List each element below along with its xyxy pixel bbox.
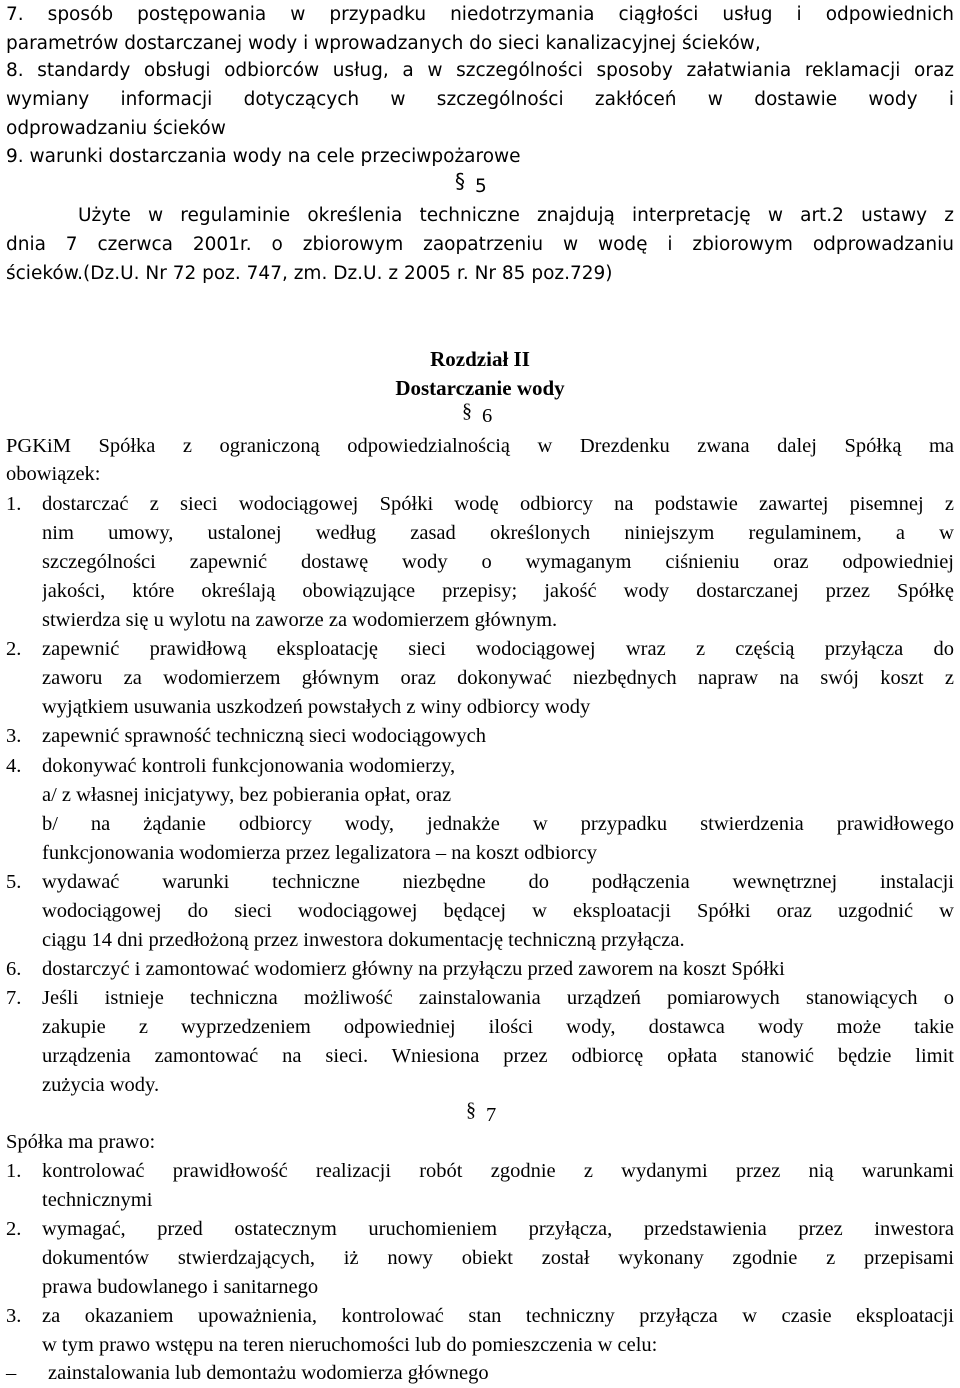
section-6-item-5-line: ciągu 14 dni przedłożoną przez inwestora dokumentację techniczną przyłącza.	[42, 929, 685, 951]
section-number: 7	[486, 1104, 497, 1126]
section-6-item-1-line: szczególności zapewnić dostawę wody o wymaganym ciśnieniu oraz odpowiedniej	[42, 551, 954, 573]
section-7-intro: Spółka ma prawo:	[6, 1131, 156, 1153]
section-6-item-5-line: wodociągowej do sieci wodociągowej będącej w eksploatacji Spółki oraz uzgodnić w	[42, 900, 954, 922]
list-number: 4.	[6, 755, 22, 777]
list-number: 3.	[6, 1305, 22, 1327]
top-list-item-8-line-1: 8. standardy obsługi odbiorców usług, a w szczególności sposoby załatwiania reklamacji oraz	[6, 60, 954, 81]
section-7-dash-item: zainstalowania lub demontażu wodomierza głównego	[48, 1362, 489, 1384]
list-number: 6.	[6, 958, 22, 980]
section-6-item-1-line: dostarczać z sieci wodociągowej Spółki wodę odbiorcy na podstawie zawartej pisemnej z	[42, 493, 954, 515]
section-6-item-6-line: dostarczyć i zamontować wodomierz główny na przyłączu przed zaworem na koszt Spółki	[42, 958, 785, 980]
top-list-item-7-line-2: parametrów dostarczanej wody i wprowadzanych do sieci kanalizacyjnej ścieków,	[6, 33, 761, 54]
chapter-title: Rozdział II	[430, 347, 530, 371]
section-number: 6	[482, 405, 493, 427]
section-sign: §	[462, 400, 472, 422]
section-6-heading	[462, 402, 492, 431]
section-6-item-4-line: dokonywać kontroli funkcjonowania wodomierzy,	[42, 755, 456, 777]
top-list-item-9-line-1: 9. warunki dostarczania wody na cele przeciwpożarowe	[6, 146, 521, 167]
section-7-item-1-line: technicznymi	[42, 1189, 153, 1211]
section-sign: §	[455, 169, 465, 193]
list-number: 2.	[6, 638, 22, 660]
section-6-item-4-line: funkcjonowania wodomierza przez legalizatora – na koszt odbiorcy	[42, 842, 597, 864]
section-5-line-2: dnia 7 czerwca 2001r. o zbiorowym zaopatrzeniu w wodę i zbiorowym odprowadzaniu	[6, 234, 954, 255]
section-5-line-1: Użyte w regulaminie określenia techniczne znajdują interpretację w art.2 ustawy z	[78, 205, 954, 226]
section-6-item-1-line: jakości, które określają obowiązujące przepisy; jakość wody dostarczanej przez Spółkę	[42, 580, 954, 602]
top-list-item-8-line-2: wymiany informacji dotyczących w szczególności zakłóceń w dostawie wody i	[6, 89, 954, 110]
list-number: 3.	[6, 725, 22, 747]
chapter-subtitle: Dostarczanie wody	[395, 376, 565, 400]
section-6-item-7-line: zakupie z wyprzedzeniem odpowiedniej ilości wody, dostawca wody może takie	[42, 1016, 954, 1038]
section-6-item-2-line: zapewnić prawidłową eksploatację sieci wodociągowej wraz z częścią przyłącza do	[42, 638, 954, 660]
section-7-item-3-line: w tym prawo wstępu na teren nieruchomości lub do pomieszczenia w celu:	[42, 1334, 658, 1356]
section-6-intro-line-2: obowiązek:	[6, 463, 101, 485]
section-5-heading	[455, 169, 487, 201]
section-7-item-2-line: wymagać, przed ostatecznym uruchomieniem przyłącza, przedstawienia przez inwestora	[42, 1218, 954, 1240]
section-6-item-4-line: a/ z własnej inicjatywy, bez pobierania opłat, oraz	[42, 784, 452, 806]
list-number: 7.	[6, 987, 22, 1009]
section-6-item-5-line: wydawać warunki techniczne niezbędne do podłączenia wewnętrznej instalacji	[42, 871, 954, 893]
top-list-item-7-line-1: 7. sposób postępowania w przypadku niedotrzymania ciągłości usług i odpowiednich	[6, 4, 954, 25]
top-list-item-8-line-3: odprowadzaniu ścieków	[6, 118, 226, 139]
section-number: 5	[475, 176, 487, 197]
section-7-item-2-line: prawa budowlanego i sanitarnego	[42, 1276, 319, 1298]
list-number: 5.	[6, 871, 22, 893]
list-number: 1.	[6, 1160, 22, 1182]
section-5-line-3: ścieków.(Dz.U. Nr 72 poz. 747, zm. Dz.U. z 2005 r. Nr 85 poz.729)	[6, 263, 613, 284]
section-6-item-1-line: nim umowy, ustalonej według zasad określonych niniejszym regulaminem, a w	[42, 522, 954, 544]
section-7-item-3-line: za okazaniem upoważnienia, kontrolować stan techniczny przyłącza w czasie eksploatacji	[42, 1305, 954, 1327]
section-6-item-2-line: zaworu za wodomierzem głównym oraz dokonywać niezbędnych napraw na swój koszt z	[42, 667, 954, 689]
section-sign: §	[466, 1099, 476, 1121]
section-6-item-7-line: zużycia wody.	[42, 1074, 160, 1096]
dash-bullet: –	[6, 1362, 17, 1384]
section-6-item-2-line: wyjątkiem usuwania uszkodzeń powstałych z winy odbiorcy wody	[42, 696, 591, 718]
section-6-item-7-line: Jeśli istnieje techniczna możliwość zainstalowania urządzeń pomiarowych stanowiących o	[42, 987, 954, 1009]
section-7-item-2-line: dokumentów stwierdzających, iż nowy obiekt został wykonany zgodnie z przepisami	[42, 1247, 954, 1269]
section-6-item-3-line: zapewnić sprawność techniczną sieci wodociągowych	[42, 725, 486, 747]
section-7-item-1-line: kontrolować prawidłowość realizacji robót zgodnie z wydanymi przez nią warunkami	[42, 1160, 954, 1182]
section-6-intro-line-1: PGKiM Spółka z ograniczoną odpowiedzialnością w Drezdenku zwana dalej Spółką ma	[6, 435, 954, 457]
section-6-item-7-line: urządzenia zamontować na sieci. Wniesiona przez odbiorcę opłata stanowić będzie limit	[42, 1045, 954, 1067]
section-7-heading	[466, 1101, 496, 1130]
list-number: 1.	[6, 493, 22, 515]
section-6-item-1-line: stwierdza się u wylotu na zaworze za wodomierzem głównym.	[42, 609, 558, 631]
section-6-item-4-line: b/ na żądanie odbiorcy wody, jednakże w przypadku stwierdzenia prawidłowego	[42, 813, 954, 835]
list-number: 2.	[6, 1218, 22, 1240]
